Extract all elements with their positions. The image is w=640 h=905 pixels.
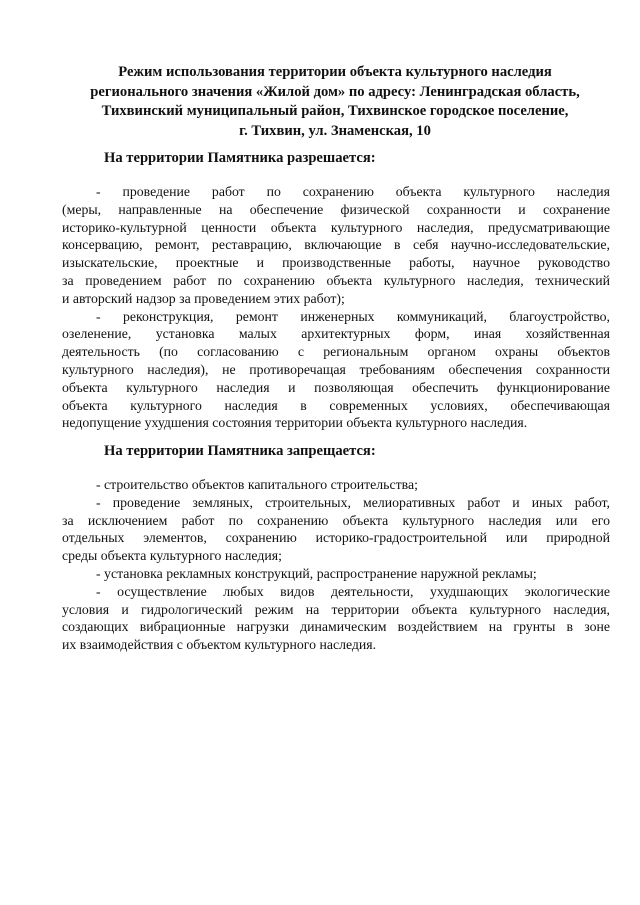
text-line: историко-культурной ценности объекта культурного наследия, предусматривающие xyxy=(62,219,610,235)
text-line: объекта культурного наследия в современных условиях, обеспечивающая xyxy=(62,397,610,413)
text-line: - реконструкция, ремонт инженерных коммуникаций, благоустройство, xyxy=(96,308,610,324)
title-line: г. Тихвин, ул. Знаменская, 10 xyxy=(239,122,431,139)
allowed-list xyxy=(62,183,610,432)
title-line: Режим использования территории объекта культурного наследия xyxy=(118,64,552,80)
text-line: - осуществление любых видов деятельности, ухудшающих экологические xyxy=(96,583,610,599)
text-line: озеленение, установка малых архитектурных форм, иная хозяйственная xyxy=(62,326,610,342)
text-line: их взаимодействия с объектом культурного наследия. xyxy=(62,637,377,653)
text-line: создающих вибрационные нагрузки динамическим воздействием на грунты в зоне xyxy=(62,619,610,635)
title-line: регионального значения «Жилой дом» по адресу: Ленинградская область, xyxy=(90,83,580,100)
document-title xyxy=(62,63,608,141)
text-line: - проведение земляных, строительных, мелиоративных работ и иных работ, xyxy=(96,494,610,510)
text-line: изыскательские, проектные и производственные работы, научное руководство xyxy=(62,255,610,271)
forbidden-item xyxy=(62,565,610,583)
title-line: Тихвинский муниципальный район, Тихвинское городское поселение, xyxy=(101,103,569,119)
text-line: за проведением работ по сохранению объекта культурного наследия, технический xyxy=(62,272,610,288)
text-line: консервацию, ремонт, реставрацию, включающие в себя научно-исследовательские, xyxy=(62,237,610,253)
text-line: - строительство объектов капитального строительства; xyxy=(96,477,418,492)
text-line: - установка рекламных конструкций, распространение наружной рекламы; xyxy=(96,565,537,581)
text-line: отдельных элементов, сохранению историко-градостроительной или природной xyxy=(62,530,610,546)
text-line: объекта культурного наследия и позволяющая обеспечить функционирование xyxy=(62,379,610,395)
text-line: за исключением работ по сохранению объекта культурного наследия или его xyxy=(62,512,610,528)
forbidden-heading: На территории Памятника запрещается: xyxy=(104,443,376,459)
text-line: деятельность (по согласованию с региональным органом охраны объектов xyxy=(62,344,610,360)
forbidden-item xyxy=(62,583,610,654)
text-line: условия и гидрологический режим на территории объекта культурного наследия, xyxy=(62,601,610,617)
text-line: - проведение работ по сохранению объекта культурного наследия xyxy=(96,184,610,199)
allowed-item xyxy=(62,308,610,433)
text-line: и авторский надзор за проведением этих работ); xyxy=(62,290,345,306)
text-line: среды объекта культурного наследия; xyxy=(62,548,282,564)
allowed-heading: На территории Памятника разрешается: xyxy=(104,150,376,166)
forbidden-item xyxy=(62,476,610,494)
allowed-item xyxy=(62,183,610,308)
text-line: недопущение ухудшения состояния территории объекта культурного наследия. xyxy=(62,415,528,431)
text-line: (меры, направленные на обеспечение физической сохранности и сохранение xyxy=(62,201,610,217)
forbidden-list xyxy=(62,476,610,654)
forbidden-item xyxy=(62,494,610,565)
text-line: культурного наследия), не противоречащая требованиям обеспечения сохранности xyxy=(62,361,610,377)
